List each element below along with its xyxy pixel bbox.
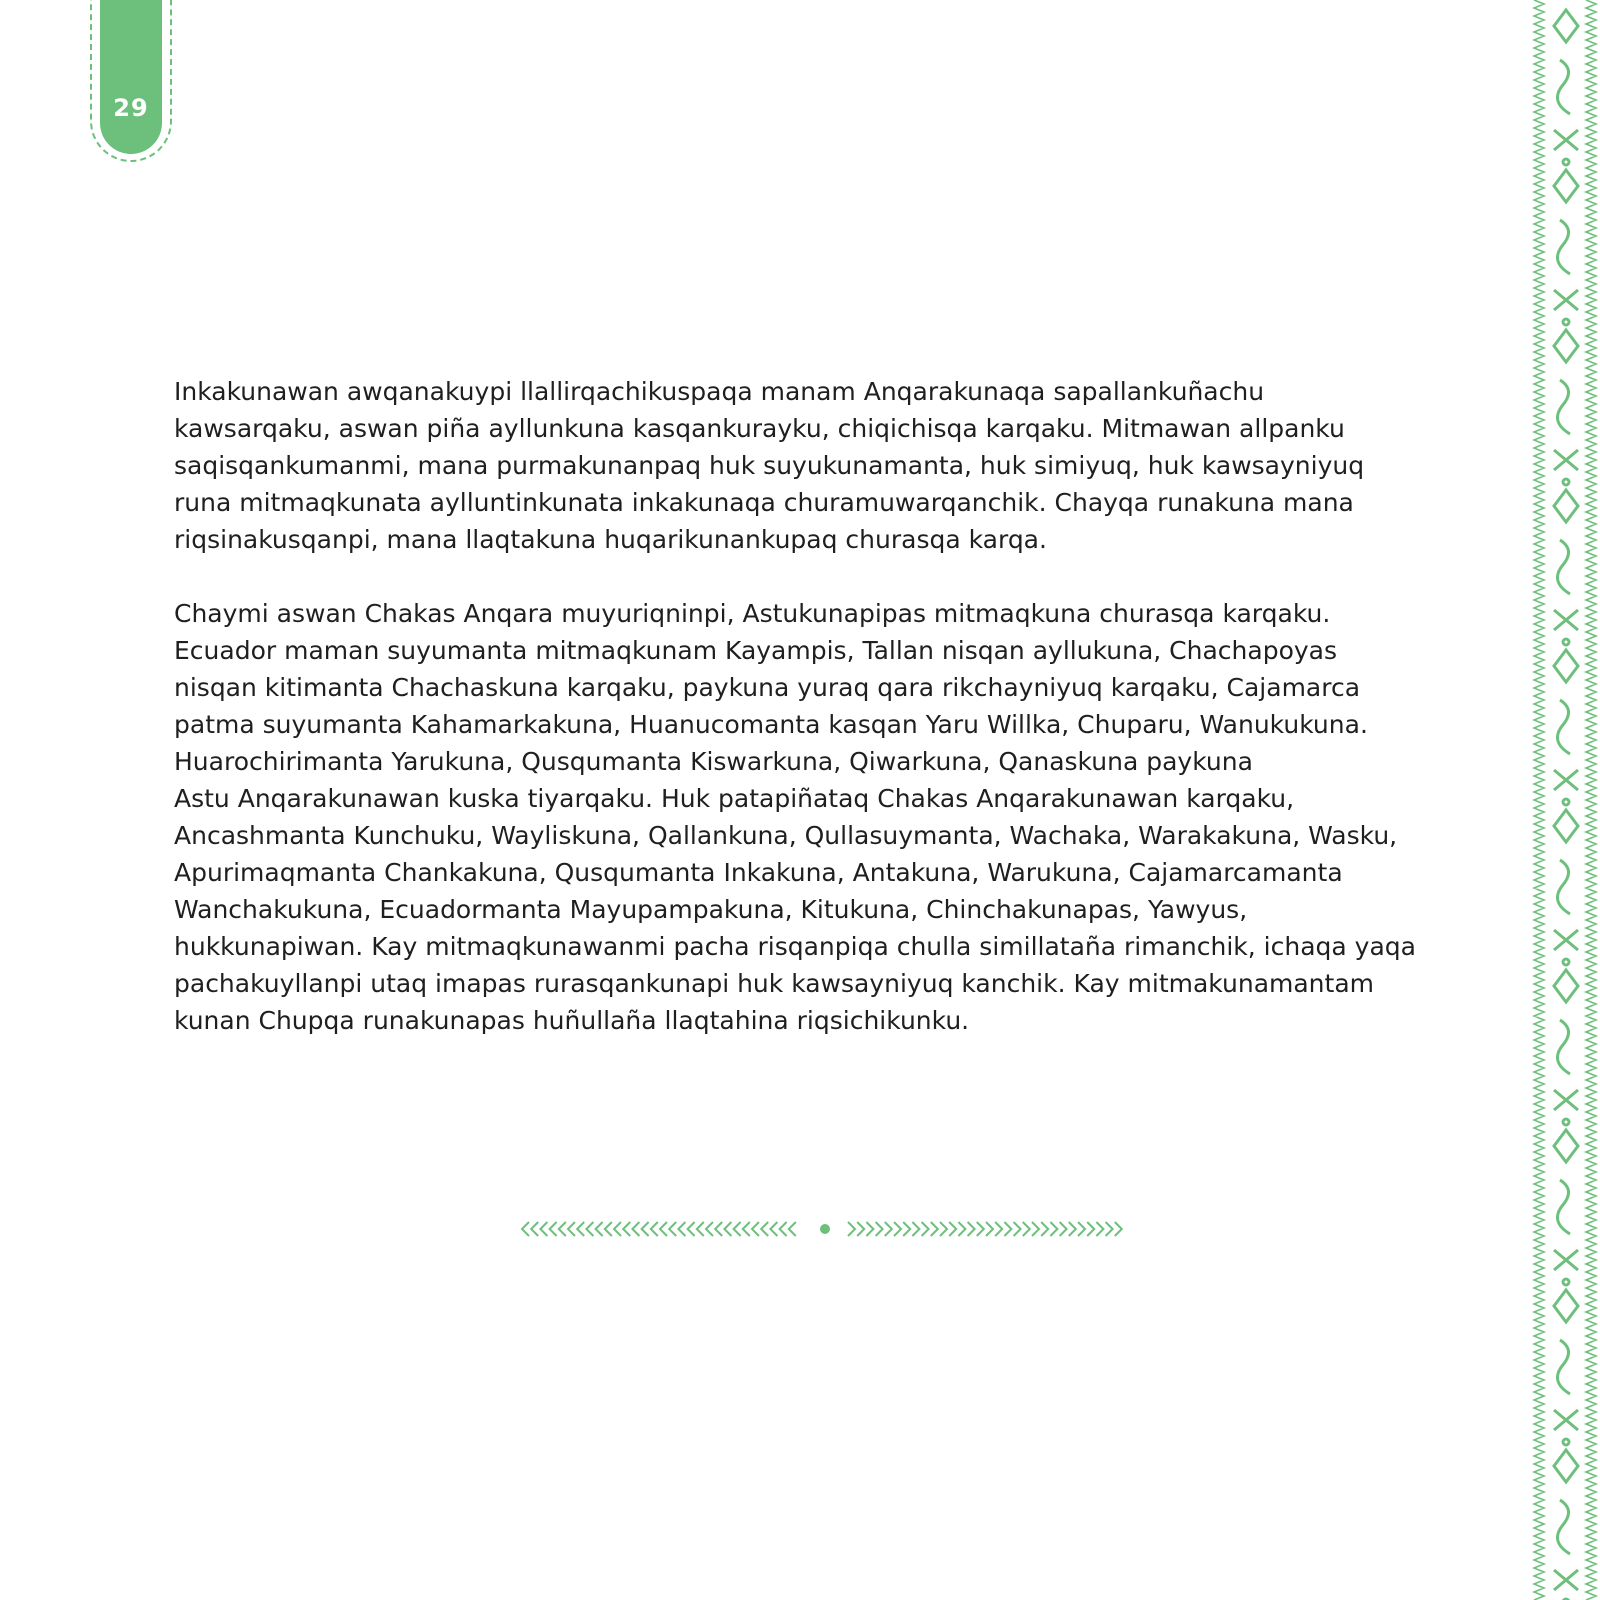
chevron-right-mark [986,1222,993,1236]
chevron-right-mark [940,1222,947,1236]
text-line: Astu Anqarakunawan kuska tiyarqaku. Huk patapiñataq Chakas Anqarakunawan karqaku, [174,784,1295,813]
divider-dot [820,1224,830,1234]
chevron-left-mark [770,1222,777,1236]
chevron-right-mark [1106,1222,1113,1236]
chevron-right-mark [1078,1222,1085,1236]
chevron-right-mark [931,1222,938,1236]
chevron-left-mark [522,1222,529,1236]
chevron-right-mark [1115,1222,1122,1236]
paragraph-2 [174,595,1484,1039]
woven-pattern-border [1532,0,1600,1600]
chevron-left-mark [651,1222,658,1236]
text-line: saqisqankumanmi, mana purmakunanpaq huk suyukunamanta, huk simiyuq, huk kawsayniyuq [174,451,1365,480]
chevron-right-mark [903,1222,910,1236]
chevron-right-mark [968,1222,975,1236]
chevron-right-mark [995,1222,1002,1236]
chevron-left-mark [531,1222,538,1236]
chevron-right-mark [1004,1222,1011,1236]
chevron-left-mark [780,1222,787,1236]
chevron-left-mark [678,1222,685,1236]
chevron-right-mark [857,1222,864,1236]
chevron-left-mark [605,1222,612,1236]
chevron-left-mark [660,1222,667,1236]
chevron-right-mark [1014,1222,1021,1236]
chevron-right-mark [1023,1222,1030,1236]
text-line: hukkunapiwan. Kay mitmaqkunawanmi pacha risqanpiqa chulla simillataña rimanchik, ichaqa yaqa [174,932,1416,961]
text-line: riqsinakusqanpi, mana llaqtakuna huqarikunankupaq churasqa karqa. [174,525,1047,554]
chevron-left-mark [761,1222,768,1236]
chevron-right-mark [1041,1222,1048,1236]
chevron-left-mark [697,1222,704,1236]
chevron-left-mark [577,1222,584,1236]
chevron-right-mark [1096,1222,1103,1236]
page-number-tab [100,0,162,154]
chevron-right-mark [1032,1222,1039,1236]
text-line: Ancashmanta Kunchuku, Wayliskuna, Qallankuna, Qullasuymanta, Wachaka, Warakakuna, Wasku, [174,821,1398,850]
text-line: Wanchakukuna, Ecuadormanta Mayupampakuna, Kitukuna, Chinchakunapas, Yawyus, [174,895,1248,924]
chevron-left-mark [734,1222,741,1236]
chevron-right-mark [848,1222,855,1236]
chevron-left-mark [724,1222,731,1236]
chevron-left-mark [568,1222,575,1236]
text-line: Ecuador maman suyumanta mitmaqkunam Kayampis, Tallan nisqan ayllukuna, Chachapoyas [174,636,1338,665]
chevron-left-mark [550,1222,557,1236]
chevron-left-mark [623,1222,630,1236]
chevron-right-mark [876,1222,883,1236]
chevron-left-mark [559,1222,566,1236]
chevron-right-mark [1087,1222,1094,1236]
chevron-right-mark [912,1222,919,1236]
chevron-right-mark [894,1222,901,1236]
text-line: Chaymi aswan Chakas Anqara muyuriqninpi, Astukunapipas mitmaqkuna churasqa karqaku. [174,599,1331,628]
chevron-right-mark [1069,1222,1076,1236]
text-line: kunan Chupqa runakunapas huñullaña llaqtahina riqsichikunku. [174,1006,970,1035]
text-line: Inkakunawan awqanakuypi llallirqachikuspaqa manam Anqarakunaqa sapallankuñachu [174,377,1265,406]
chevron-right-mark [922,1222,929,1236]
chevron-left-mark [586,1222,593,1236]
text-line: pachakuyllanpi utaq imapas rurasqankunapi huk kawsayniyuq kanchik. Kay mitmakunamantam [174,969,1374,998]
left-chevrons [522,1222,796,1236]
chevron-left-mark [614,1222,621,1236]
text-line: patma suyumanta Kahamarkakuna, Huanucomanta kasqan Yaru Willka, Chuparu, Wanukukuna. [174,710,1368,739]
chevron-left-mark [706,1222,713,1236]
right-chevrons [848,1222,1122,1236]
text-line: Apurimaqmanta Chankakuna, Qusqumanta Inkakuna, Antakuna, Warukuna, Cajamarcamanta [174,858,1343,887]
chevron-divider-ornament [518,1218,1132,1240]
chevron-left-mark [752,1222,759,1236]
paragraph-1 [174,373,1484,558]
text-line: runa mitmaqkunata aylluntinkunata inkakunaqa churamuwarqanchik. Chayqa runakuna mana [174,488,1354,517]
text-line: nisqan kitimanta Chachaskuna karqaku, paykuna yuraq qara rikchayniyuq karqaku, Cajamarca [174,673,1361,702]
chevron-right-mark [866,1222,873,1236]
chevron-right-mark [977,1222,984,1236]
chevron-right-mark [949,1222,956,1236]
chevron-right-mark [1050,1222,1057,1236]
text-line: kawsarqaku, aswan piña ayllunkuna kasqankurayku, chiqichisqa karqaku. Mitmawan allpanku [174,414,1345,443]
chevron-left-mark [669,1222,676,1236]
chevron-right-mark [958,1222,965,1236]
page-number: 29 [113,94,149,122]
chevron-left-mark [715,1222,722,1236]
chevron-left-mark [789,1222,796,1236]
chevron-left-mark [642,1222,649,1236]
chevron-left-mark [688,1222,695,1236]
body-text [174,373,1484,1076]
text-line: Huarochirimanta Yarukuna, Qusqumanta Kiswarkuna, Qiwarkuna, Qanaskuna paykuna [174,747,1253,776]
chevron-left-mark [596,1222,603,1236]
chevron-left-mark [632,1222,639,1236]
chevron-right-mark [885,1222,892,1236]
chevron-left-mark [540,1222,547,1236]
chevron-right-mark [1060,1222,1067,1236]
chevron-left-mark [743,1222,750,1236]
